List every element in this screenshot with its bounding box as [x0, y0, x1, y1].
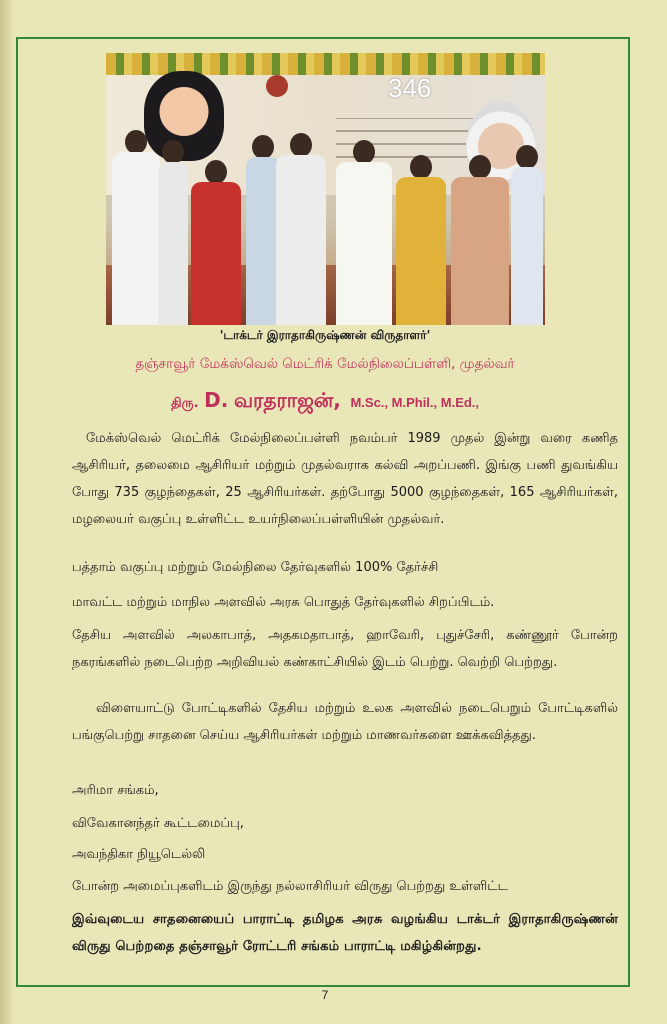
person-figure — [158, 140, 188, 325]
person-figure — [336, 140, 392, 325]
award-title: 'டாக்டர் இராதாகிருஷ்ணன் விருதாளர்' — [219, 328, 431, 342]
list-item-organisation: அவந்திகா நியூடெல்லி — [72, 847, 206, 862]
person-figure — [511, 145, 543, 325]
person-figure — [112, 130, 160, 325]
person-figure — [191, 160, 241, 325]
paragraph-science-exhibition: தேசிய அளவில் அலகாபாத், அதகமதாபாத், ஹாவேரி, புதுச்சேரி, கண்ணூர் போன்ற நகரங்களில் நடைபெற்ற அறிவியல் கண்காட்சியில் இடம் பெற்று. வெற்றி பெற்றது. — [72, 628, 618, 670]
page-number: 7 — [321, 988, 329, 1002]
paragraph-awards: போன்ற அமைப்புகளிடம் இருந்து நல்லாசிரியர் விருது பெற்றது உள்ளிட்ட — [72, 879, 508, 894]
paragraph-ranking: மாவட்ட மற்றும் மாநில அளவில் அரசு பொதுத் தேர்வுகளில் சிறப்பிடம். — [72, 595, 495, 610]
page-binding-shadow — [0, 0, 14, 1024]
person-figure — [451, 155, 509, 325]
paragraph-results: பத்தாம் வகுப்பு மற்றும் மேல்நிலை தேர்வுகளில் 100% தேர்ச்சி — [72, 560, 439, 575]
awardee-honorific: திரு. — [170, 396, 199, 411]
award-ceremony-photo — [106, 53, 545, 325]
person-figure — [396, 155, 446, 325]
awardee-degrees: M.Sc., M.Phil., M.Ed., — [350, 395, 480, 410]
list-item-organisation: அரிமா சங்கம், — [72, 783, 159, 798]
paragraph-career: மேக்ஸ்வெல் மெட்ரிக் மேல்நிலைப்பள்ளி நவம்பர் 1989 முதல் இன்று வரை கணித ஆசிரியர், தலைமை ஆசிரியர் மற்றும் முதல்வராக கல்வி அறப்பணி. இங்கு பணி துவங்கிய போது 735 குழந்தைகள், 25 ஆசிரியர்கள். தற்போது 5000 குழந்தைகள், 165 ஆசிரியர்கள், மழலையர் வகுப்பு உள்ளிட்ட உயர்நிலைப்பள்ளியின் முதல்வர். — [72, 431, 618, 527]
awardee-name: வரதராஜன், — [233, 388, 341, 412]
awardee-name-line — [0, 388, 650, 415]
person-figure — [276, 133, 326, 325]
paragraph-sports: விளையாட்டு போட்டிகளில் தேசிய மற்றும் உலக அளவில் நடைபெறும் போட்டிகளில் பங்குபெற்று சாதனை செய்ய ஆசிரியர்கள் மற்றும் மாணவர்களை ஊக்கவித்தது. — [72, 701, 618, 743]
school-designation: தஞ்சாவூர் மேக்ஸ்வெல் மெட்ரிக் மேல்நிலைப்பள்ளி, முதல்வர் — [135, 356, 515, 372]
banner-emblem — [266, 75, 288, 97]
photo-overlay-number: 346 — [388, 73, 432, 103]
paragraph-rotary-appreciation: இவ்வுடைய சாதனையைப் பாராட்டி தமிழக அரசு வழங்கிய டாக்டர் இராதாகிருஷ்ணன் விருது பெற்றதை தஞ்சாவூர் ரோட்டரி சங்கம் பாராட்டி மகிழ்கின்றது. — [72, 912, 618, 954]
list-item-organisation: விவேகானந்தர் கூட்டமைப்பு, — [72, 816, 244, 831]
awardee-initial: D. — [204, 388, 229, 412]
person-figure — [246, 135, 280, 325]
